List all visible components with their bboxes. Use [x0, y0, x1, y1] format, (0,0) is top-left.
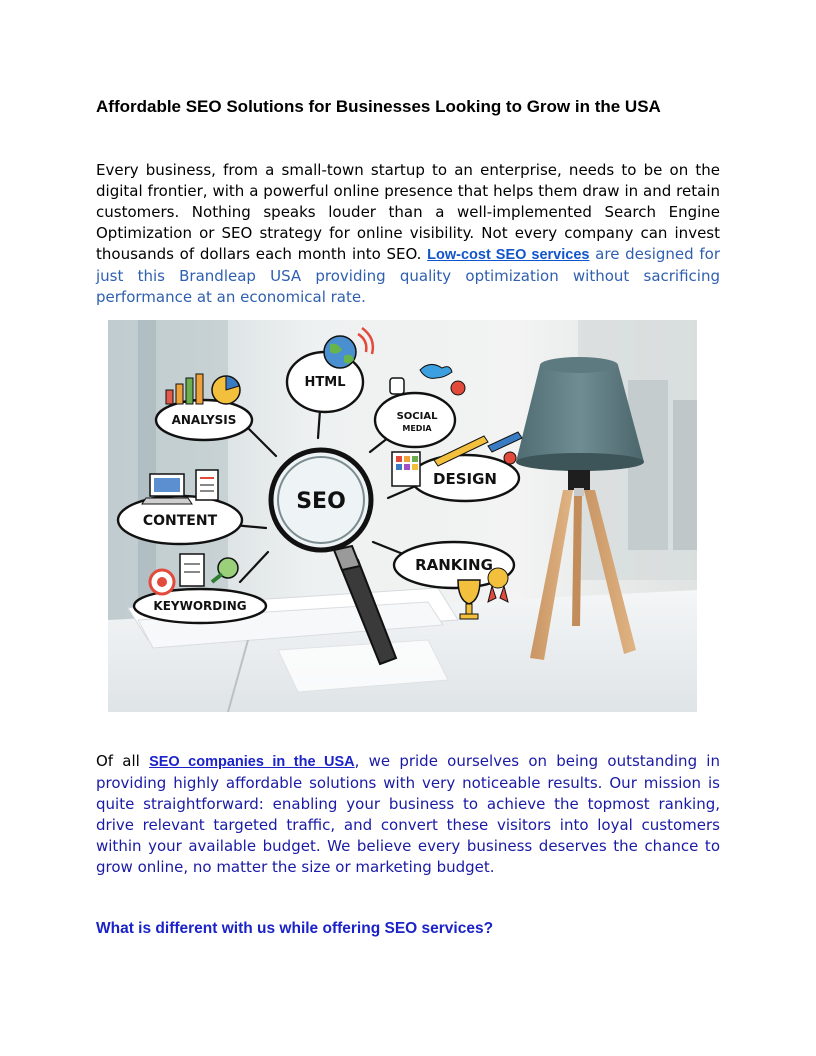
seo-companies-link[interactable]: SEO companies in the USA [149, 754, 355, 770]
label-keywording: KEYWORDING [153, 599, 247, 613]
body-lead: Of all [96, 752, 150, 770]
label-content: CONTENT [142, 513, 218, 529]
intro-text-after: are designed for just this Brandleap USA providing quality optimization without sacrificing performance at an economical rate. [96, 245, 720, 306]
label-html: HTML [304, 375, 346, 390]
label-ranking: RANKING [415, 556, 493, 574]
body-paragraph [96, 751, 720, 878]
body-text: , we pride ourselves on being outstanding in providing highly affordable solutions with very noticeable results. Our mission is quite straightforward: enabling your business to achieve the topmost ranking, drive relevant targeted traffic, and convert these visitors into loyal customers within your available budget. We believe every business deserves the chance to grow online, no matter the size or marketing budget. [96, 752, 720, 876]
laptop-icon [142, 470, 218, 504]
label-social: SOCIAL [396, 411, 438, 422]
intro-paragraph [96, 160, 720, 308]
low-cost-seo-link[interactable]: Low-cost SEO services [427, 247, 590, 263]
label-analysis: ANALYSIS [171, 413, 237, 427]
section-heading: What is different with us while offering SEO services? [96, 920, 494, 937]
page-title: Affordable SEO Solutions for Businesses Looking to Grow in the USA [96, 97, 661, 116]
seo-illustration [108, 320, 697, 712]
intro-text: Every business, from a small-town startup to an enterprise, needs to be on the digital frontier, with a powerful online presence that helps them draw in and retain customers. Nothing speaks louder than a well-implemented Search Engine Optimization or SEO strategy for online visibility. Not every company can invest thousands of dollars each month into SEO. [96, 161, 720, 263]
label-media: MEDIA [402, 424, 432, 433]
label-seo: SEO [296, 489, 346, 514]
label-design: DESIGN [433, 470, 497, 488]
